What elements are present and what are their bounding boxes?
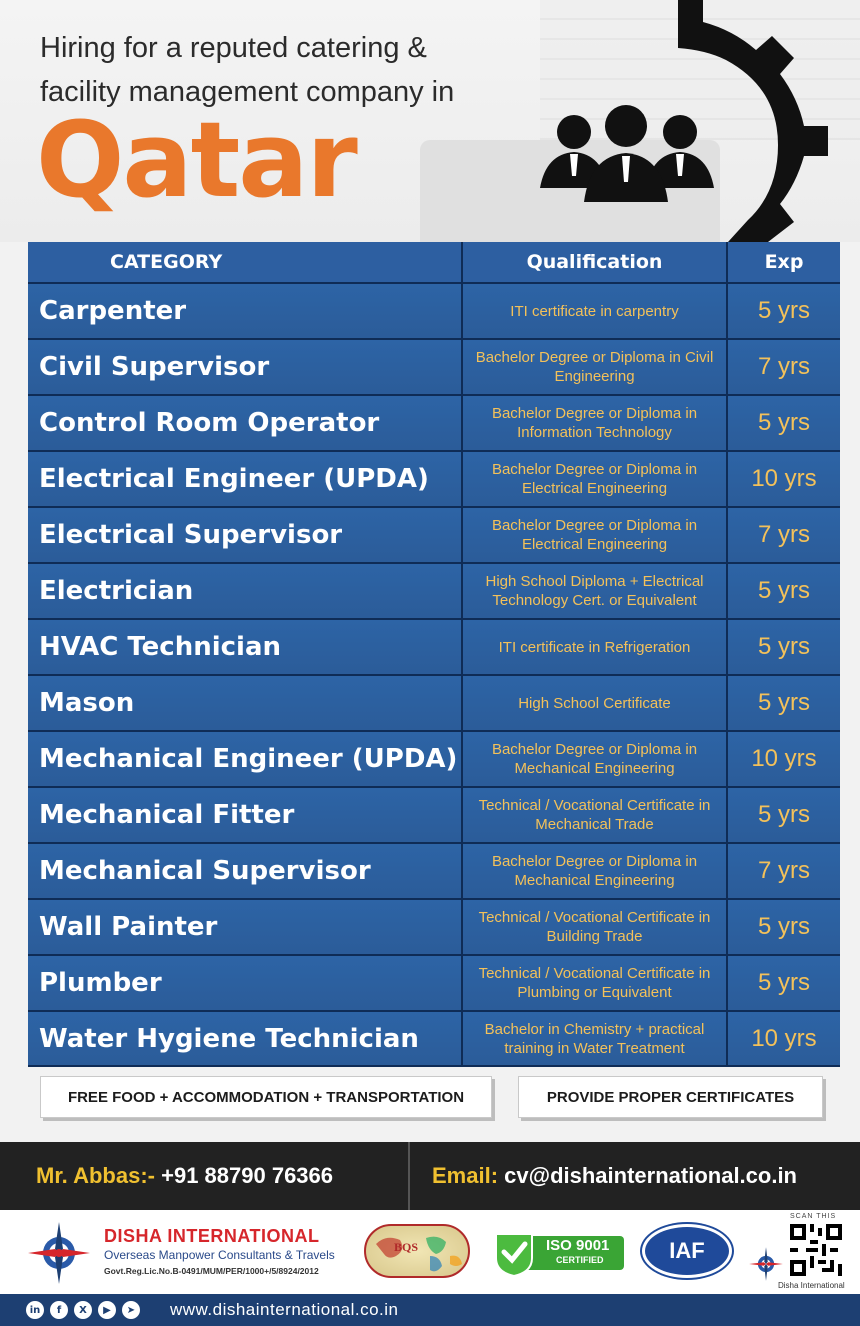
headline-line-2: facility management company in xyxy=(40,76,455,108)
table-row xyxy=(28,1012,840,1067)
exp-text: 5 yrs xyxy=(757,297,810,324)
qualification-cell xyxy=(463,564,728,620)
exp-cell xyxy=(728,732,840,788)
category-cell xyxy=(28,844,463,900)
table-row xyxy=(28,564,840,620)
category-text: HVAC Technician xyxy=(39,632,282,662)
qualification-cell xyxy=(463,340,728,396)
header-category: CATEGORY xyxy=(110,251,223,273)
exp-text: 5 yrs xyxy=(757,409,810,436)
company-small-label: Disha International xyxy=(778,1281,845,1290)
category-cell xyxy=(28,564,463,620)
exp-cell xyxy=(728,340,840,396)
table-row xyxy=(28,396,840,452)
company-name: DISHA INTERNATIONAL xyxy=(104,1226,320,1246)
company-tagline: Overseas Manpower Consultants & Travels xyxy=(104,1248,335,1262)
exp-text: 5 yrs xyxy=(757,969,810,996)
qualification-cell xyxy=(463,732,728,788)
scan-label: SCAN THIS xyxy=(790,1213,837,1220)
qualification-text: ITI certificate in Refrigeration xyxy=(498,638,691,656)
qr-code-icon[interactable] xyxy=(790,1224,842,1276)
exp-cell xyxy=(728,564,840,620)
category-text: Electrical Engineer (UPDA) xyxy=(39,464,429,494)
qualification-text: Bachelor in Chemistry + practical training in Water Treatment xyxy=(484,1020,705,1057)
table-row xyxy=(28,620,840,676)
email-label: Email: xyxy=(432,1163,499,1188)
exp-text: 5 yrs xyxy=(757,913,810,940)
qualification-text: Technical / Vocational Certificate in Building Trade xyxy=(478,909,711,945)
exp-cell xyxy=(728,900,840,956)
contact-phone-number[interactable]: +91 88790 76366 xyxy=(161,1163,334,1188)
qualification-cell xyxy=(463,900,728,956)
category-text: Wall Painter xyxy=(39,912,218,942)
qualification-cell xyxy=(463,676,728,732)
exp-text: 7 yrs xyxy=(757,521,810,548)
exp-text: 10 yrs xyxy=(751,745,817,772)
qualification-text: Bachelor Degree or Diploma in Mechanical Engineering xyxy=(491,741,698,777)
header-exp: Exp xyxy=(764,251,804,273)
exp-text: 10 yrs xyxy=(751,1024,817,1052)
category-cell xyxy=(28,396,463,452)
exp-cell xyxy=(728,284,840,340)
website-link[interactable]: www.dishainternational.co.in xyxy=(170,1300,399,1319)
bqs-badge xyxy=(364,1224,470,1278)
qualification-text: Bachelor Degree or Diploma in Information Technology xyxy=(491,405,698,441)
category-cell xyxy=(28,788,463,844)
facebook-icon[interactable]: f xyxy=(50,1301,68,1319)
category-text: Carpenter xyxy=(39,296,187,326)
table-header xyxy=(28,242,840,284)
contact-name: Mr. Abbas:- xyxy=(36,1163,155,1188)
table-row xyxy=(28,508,840,564)
category-cell xyxy=(28,1012,463,1067)
exp-cell xyxy=(728,396,840,452)
qualification-text: High School Diploma + Electrical Technology Cert. or Equivalent xyxy=(485,573,704,609)
qualification-text: Bachelor Degree or Diploma in Mechanical Engineering xyxy=(491,853,698,889)
compass-small-icon xyxy=(748,1246,784,1282)
perk-free-food: FREE FOOD + ACCOMMODATION + TRANSPORTATION xyxy=(40,1076,492,1118)
country-title: Qatar xyxy=(36,99,356,221)
category-text: Plumber xyxy=(39,968,162,998)
table-row xyxy=(28,676,840,732)
qualification-cell xyxy=(463,956,728,1012)
category-cell xyxy=(28,676,463,732)
category-text: Mechanical Engineer (UPDA) xyxy=(39,744,458,774)
exp-cell xyxy=(728,508,840,564)
exp-cell xyxy=(728,1012,840,1067)
qualification-cell xyxy=(463,620,728,676)
category-cell xyxy=(28,732,463,788)
exp-cell xyxy=(728,788,840,844)
exp-text: 10 yrs xyxy=(751,465,817,492)
hero-banner xyxy=(0,0,860,242)
bqs-label: BQS xyxy=(394,1240,419,1254)
iso-label: ISO 9001 xyxy=(546,1237,610,1254)
qualification-cell xyxy=(463,788,728,844)
team-gear-icon xyxy=(528,0,860,242)
iaf-badge xyxy=(642,1224,732,1278)
category-cell xyxy=(28,900,463,956)
category-cell xyxy=(28,452,463,508)
perk-certificates: PROVIDE PROPER CERTIFICATES xyxy=(518,1076,823,1118)
exp-text: 5 yrs xyxy=(757,577,810,604)
qualification-text: Technical / Vocational Certificate in Plumbing or Equivalent xyxy=(478,965,711,1001)
qualification-cell xyxy=(463,284,728,340)
table-row xyxy=(28,340,840,396)
category-text: Water Hygiene Technician xyxy=(39,1023,419,1054)
category-cell xyxy=(28,508,463,564)
category-text: Electrician xyxy=(39,576,194,606)
category-cell xyxy=(28,620,463,676)
table-row xyxy=(28,452,840,508)
category-text: Control Room Operator xyxy=(39,408,380,438)
table-row xyxy=(28,956,840,1012)
exp-cell xyxy=(728,956,840,1012)
youtube-icon[interactable]: ▶ xyxy=(98,1301,116,1319)
footer-bar xyxy=(0,1294,860,1326)
linkedin-icon[interactable]: in xyxy=(26,1301,44,1319)
category-text: Civil Supervisor xyxy=(39,352,270,382)
contact-email xyxy=(410,1142,860,1210)
exp-text: 7 yrs xyxy=(757,353,810,380)
header-cell-qualification xyxy=(463,242,728,284)
telegram-icon[interactable]: ➤ xyxy=(122,1301,140,1319)
qualification-text: Bachelor Degree or Diploma in Electrical Engineering xyxy=(491,517,698,553)
category-text: Electrical Supervisor xyxy=(39,520,343,550)
qualification-text: ITI certificate in carpentry xyxy=(510,302,679,320)
qualification-cell xyxy=(463,508,728,564)
compass-logo-icon xyxy=(28,1222,90,1284)
qualification-cell xyxy=(463,452,728,508)
qualification-text: High School Certificate xyxy=(518,694,671,712)
qualification-cell xyxy=(463,1012,728,1067)
exp-text: 5 yrs xyxy=(757,689,810,716)
logos-strip xyxy=(0,1210,860,1294)
table-row xyxy=(28,788,840,844)
exp-text: 7 yrs xyxy=(757,857,810,884)
exp-text: 5 yrs xyxy=(757,801,810,828)
iaf-label: IAF xyxy=(669,1238,705,1263)
exp-cell xyxy=(728,844,840,900)
exp-cell xyxy=(728,620,840,676)
header-cell-category xyxy=(28,242,463,284)
headline-line-1: Hiring for a reputed catering & xyxy=(40,32,427,64)
table-row xyxy=(28,900,840,956)
qualification-cell xyxy=(463,844,728,900)
contact-bar xyxy=(0,1142,860,1210)
company-license: Govt.Reg.Lic.No.B-0491/MUM/PER/1000+/5/8924/2012 xyxy=(104,1266,319,1276)
qualification-cell xyxy=(463,396,728,452)
category-cell xyxy=(28,284,463,340)
iso-certified-label: CERTIFIED xyxy=(556,1255,604,1265)
header-cell-exp xyxy=(728,242,840,284)
table-row xyxy=(28,844,840,900)
category-cell xyxy=(28,340,463,396)
email-address[interactable]: cv@dishainternational.co.in xyxy=(504,1163,797,1188)
table-row xyxy=(28,284,840,340)
contact-phone xyxy=(0,1142,410,1210)
category-text: Mechanical Supervisor xyxy=(39,856,371,886)
jobs-table xyxy=(28,242,840,1067)
category-text: Mason xyxy=(39,688,135,718)
qualification-text: Bachelor Degree or Diploma in Electrical Engineering xyxy=(491,461,698,497)
category-cell xyxy=(28,956,463,1012)
table-row xyxy=(28,732,840,788)
exp-cell xyxy=(728,452,840,508)
exp-text: 5 yrs xyxy=(757,633,810,660)
qualification-text: Technical / Vocational Certificate in Mechanical Trade xyxy=(478,797,711,833)
header-qualification: Qualification xyxy=(526,251,663,273)
x-icon[interactable]: X xyxy=(74,1301,92,1319)
qualification-text: Bachelor Degree or Diploma in Civil Engineering xyxy=(475,349,714,385)
category-text: Mechanical Fitter xyxy=(39,800,295,830)
exp-cell xyxy=(728,676,840,732)
